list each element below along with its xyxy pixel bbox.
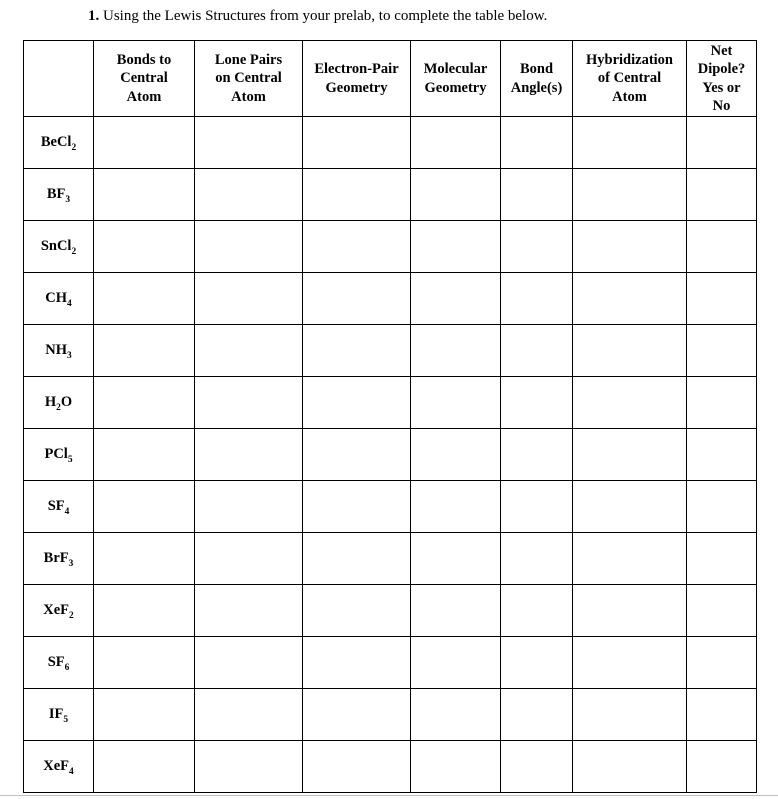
answer-cell-molecular-geometry[interactable] [411,221,501,273]
answer-cell-hybridization[interactable] [573,273,687,325]
table-row [24,169,757,221]
header-hybridization: Hybridization of Central Atom [573,41,687,117]
answer-cell-bonds-to-central-atom[interactable] [94,637,195,689]
answer-cell-electron-pair-geometry[interactable] [303,325,411,377]
answer-cell-lone-pairs[interactable] [195,429,303,481]
molecule-formula: $BF_3$ [24,169,94,221]
answer-cell-bonds-to-central-atom[interactable] [94,377,195,429]
answer-cell-hybridization[interactable] [573,481,687,533]
answer-cell-molecular-geometry[interactable] [411,325,501,377]
table-row [24,481,757,533]
table-row [24,273,757,325]
table-body [24,117,757,793]
answer-cell-electron-pair-geometry[interactable] [303,689,411,741]
molecule-formula: BrF$_3$ [24,533,94,585]
table-row [24,325,757,377]
answer-cell-molecular-geometry[interactable] [411,481,501,533]
answer-cell-hybridization[interactable] [573,689,687,741]
answer-cell-lone-pairs[interactable] [195,377,303,429]
answer-cell-lone-pairs[interactable] [195,637,303,689]
answer-cell-net-dipole[interactable] [687,689,757,741]
header-corner [24,41,94,117]
molecule-formula: XeF$_4$ [24,741,94,793]
answer-cell-net-dipole[interactable] [687,169,757,221]
answer-cell-electron-pair-geometry[interactable] [303,221,411,273]
answer-cell-bond-angles[interactable] [501,429,573,481]
answer-cell-bonds-to-central-atom[interactable] [94,169,195,221]
molecule-formula: $IF_5$ [24,689,94,741]
table-row [24,377,757,429]
answer-cell-bond-angles[interactable] [501,533,573,585]
table-row [24,741,757,793]
answer-cell-hybridization[interactable] [573,377,687,429]
answer-cell-bonds-to-central-atom[interactable] [94,325,195,377]
answer-cell-hybridization[interactable] [573,169,687,221]
answer-cell-hybridization[interactable] [573,637,687,689]
answer-cell-molecular-geometry[interactable] [411,741,501,793]
answer-cell-bond-angles[interactable] [501,585,573,637]
table-row [24,533,757,585]
table-row [24,117,757,169]
answer-cell-net-dipole[interactable] [687,741,757,793]
answer-cell-bonds-to-central-atom[interactable] [94,585,195,637]
answer-cell-bond-angles[interactable] [501,117,573,169]
answer-cell-bond-angles[interactable] [501,377,573,429]
table-row [24,689,757,741]
answer-cell-hybridization[interactable] [573,117,687,169]
answer-cell-hybridization[interactable] [573,585,687,637]
header-bond-angles: Bond Angle(s) [501,41,573,117]
answer-cell-lone-pairs[interactable] [195,325,303,377]
answer-cell-molecular-geometry[interactable] [411,429,501,481]
table-row [24,221,757,273]
table-row [24,429,757,481]
answer-cell-lone-pairs[interactable] [195,585,303,637]
answer-cell-lone-pairs[interactable] [195,221,303,273]
instruction-text: Using the Lewis Structures from your prelab, to complete the table below. [103,8,548,24]
answer-cell-molecular-geometry[interactable] [411,689,501,741]
answer-cell-electron-pair-geometry[interactable] [303,169,411,221]
answer-cell-bonds-to-central-atom[interactable] [94,741,195,793]
answer-cell-bonds-to-central-atom[interactable] [94,533,195,585]
answer-cell-net-dipole[interactable] [687,637,757,689]
header-lone-pairs: Lone Pairs on Central Atom [195,41,303,117]
answer-cell-lone-pairs[interactable] [195,533,303,585]
answer-cell-bonds-to-central-atom[interactable] [94,689,195,741]
answer-cell-net-dipole[interactable] [687,325,757,377]
answer-cell-hybridization[interactable] [573,429,687,481]
molecule-formula: SnCl$_2$ [24,221,94,273]
answer-cell-electron-pair-geometry[interactable] [303,637,411,689]
answer-cell-bond-angles[interactable] [501,481,573,533]
answer-cell-molecular-geometry[interactable] [411,637,501,689]
answer-cell-bond-angles[interactable] [501,221,573,273]
answer-cell-bonds-to-central-atom[interactable] [94,429,195,481]
answer-cell-hybridization[interactable] [573,741,687,793]
answer-cell-lone-pairs[interactable] [195,273,303,325]
answer-cell-bond-angles[interactable] [501,637,573,689]
answer-cell-bonds-to-central-atom[interactable] [94,221,195,273]
answer-cell-molecular-geometry[interactable] [411,533,501,585]
table-row [24,585,757,637]
question-number: 1. [88,8,100,24]
molecule-table [23,40,757,793]
molecule-formula: PCl$_5$ [24,429,94,481]
answer-cell-hybridization[interactable] [573,533,687,585]
answer-cell-lone-pairs[interactable] [195,689,303,741]
page-bottom-rule [0,795,778,796]
answer-cell-lone-pairs[interactable] [195,741,303,793]
answer-cell-electron-pair-geometry[interactable] [303,585,411,637]
header-net-dipole: Net Dipole? Yes or No [687,41,757,117]
answer-cell-molecular-geometry[interactable] [411,585,501,637]
answer-cell-net-dipole[interactable] [687,533,757,585]
answer-cell-bond-angles[interactable] [501,273,573,325]
answer-cell-lone-pairs[interactable] [195,117,303,169]
header-molecular-geometry: Molecular Geometry [411,41,501,117]
answer-cell-electron-pair-geometry[interactable] [303,533,411,585]
answer-cell-electron-pair-geometry[interactable] [303,117,411,169]
answer-cell-net-dipole[interactable] [687,585,757,637]
molecule-formula: $H_2O$ [24,377,94,429]
table-row [24,637,757,689]
molecule-formula: $NH_3$ [24,325,94,377]
answer-cell-net-dipole[interactable] [687,273,757,325]
answer-cell-net-dipole[interactable] [687,221,757,273]
answer-cell-bonds-to-central-atom[interactable] [94,273,195,325]
answer-cell-electron-pair-geometry[interactable] [303,377,411,429]
answer-cell-molecular-geometry[interactable] [411,169,501,221]
answer-cell-net-dipole[interactable] [687,429,757,481]
answer-cell-molecular-geometry[interactable] [411,273,501,325]
answer-cell-bond-angles[interactable] [501,325,573,377]
answer-cell-bond-angles[interactable] [501,741,573,793]
answer-cell-hybridization[interactable] [573,221,687,273]
answer-cell-electron-pair-geometry[interactable] [303,481,411,533]
answer-cell-bond-angles[interactable] [501,169,573,221]
header-electron-pair-geometry: Electron-Pair Geometry [303,41,411,117]
answer-cell-lone-pairs[interactable] [195,169,303,221]
molecule-formula: XeF$_2$ [24,585,94,637]
header-bonds-to-central-atom: Bonds to Central Atom [94,41,195,117]
answer-cell-electron-pair-geometry[interactable] [303,273,411,325]
answer-cell-molecular-geometry[interactable] [411,377,501,429]
answer-cell-electron-pair-geometry[interactable] [303,741,411,793]
answer-cell-net-dipole[interactable] [687,377,757,429]
answer-cell-net-dipole[interactable] [687,481,757,533]
header-row [24,41,757,117]
answer-cell-lone-pairs[interactable] [195,481,303,533]
molecule-formula: $SF_6$ [24,637,94,689]
answer-cell-bonds-to-central-atom[interactable] [94,481,195,533]
molecule-formula: $SF_4$ [24,481,94,533]
molecule-formula: $CH_4$ [24,273,94,325]
answer-cell-net-dipole[interactable] [687,117,757,169]
answer-cell-molecular-geometry[interactable] [411,117,501,169]
answer-cell-electron-pair-geometry[interactable] [303,429,411,481]
instruction-line [88,6,547,26]
answer-cell-bonds-to-central-atom[interactable] [94,117,195,169]
answer-cell-bond-angles[interactable] [501,689,573,741]
answer-cell-hybridization[interactable] [573,325,687,377]
molecule-formula: BeCl$_2$ [24,117,94,169]
